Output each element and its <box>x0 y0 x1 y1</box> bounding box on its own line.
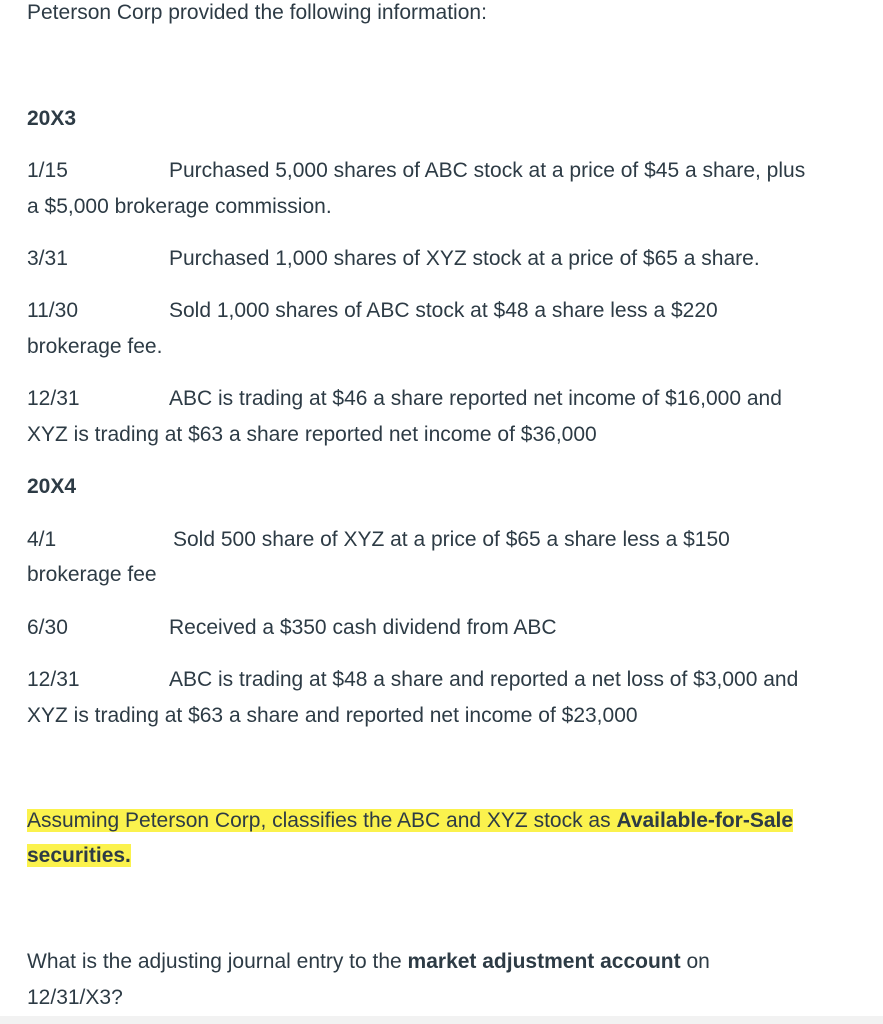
assumption-line-2 <box>27 838 131 874</box>
entry-continuation: brokerage fee <box>27 563 157 586</box>
entry-date: 12/31 <box>27 387 80 410</box>
entry-row <box>27 522 730 558</box>
entry-date: 11/30 <box>27 299 78 322</box>
question-line-2: 12/31/X3? <box>27 986 123 1009</box>
entry-text: ABC is trading at $46 a share reported net income of $16,000 and <box>169 387 782 410</box>
entry-row <box>27 153 805 189</box>
entry-row <box>27 293 718 329</box>
entry-date: 1/15 <box>27 159 68 182</box>
entry-row <box>27 381 782 417</box>
entry-text: Sold 500 share of XYZ at a price of $65 a share less a $150 <box>173 528 730 551</box>
assumption-text: Assuming Peterson Corp, classifies the ABC and XYZ stock as <box>27 809 617 832</box>
entry-continuation: XYZ is trading at $63 a share reported net income of $36,000 <box>27 423 597 446</box>
assumption-line <box>27 803 793 839</box>
year-heading-20x4: 20X4 <box>27 475 77 498</box>
entry-text: Sold 1,000 shares of ABC stock at $48 a share less a $220 <box>169 299 718 322</box>
entry-text: Received a $350 cash dividend from ABC <box>169 616 557 639</box>
question-text: What is the adjusting journal entry to the <box>27 950 408 973</box>
entry-date: 4/1 <box>27 528 57 551</box>
entry-text: ABC is trading at $48 a share and reported a net loss of $3,000 and <box>169 668 799 691</box>
entry-row <box>27 241 760 277</box>
year-heading-20x3: 20X3 <box>27 107 77 130</box>
entry-continuation: a $5,000 brokerage commission. <box>27 195 332 218</box>
intro-text: Peterson Corp provided the following information: <box>27 1 487 24</box>
entry-row <box>27 610 557 646</box>
entry-date: 3/31 <box>27 247 68 270</box>
entry-row <box>27 662 798 698</box>
entry-text: Purchased 1,000 shares of XYZ stock at a price of $65 a share. <box>169 247 760 270</box>
entry-continuation: XYZ is trading at $63 a share and reported net income of $23,000 <box>27 704 638 727</box>
bottom-divider <box>0 1016 883 1024</box>
assumption-bold-2: securities. <box>27 844 131 867</box>
question-bold: market adjustment account <box>407 950 681 973</box>
question-line <box>27 944 710 980</box>
question-text-end: on <box>680 950 710 973</box>
assumption-bold: Available-for-Sale <box>616 809 794 832</box>
entry-continuation: brokerage fee. <box>27 335 163 358</box>
entry-date: 12/31 <box>27 668 80 691</box>
entry-date: 6/30 <box>27 616 68 639</box>
entry-text: Purchased 5,000 shares of ABC stock at a price of $45 a share, plus <box>169 159 806 182</box>
